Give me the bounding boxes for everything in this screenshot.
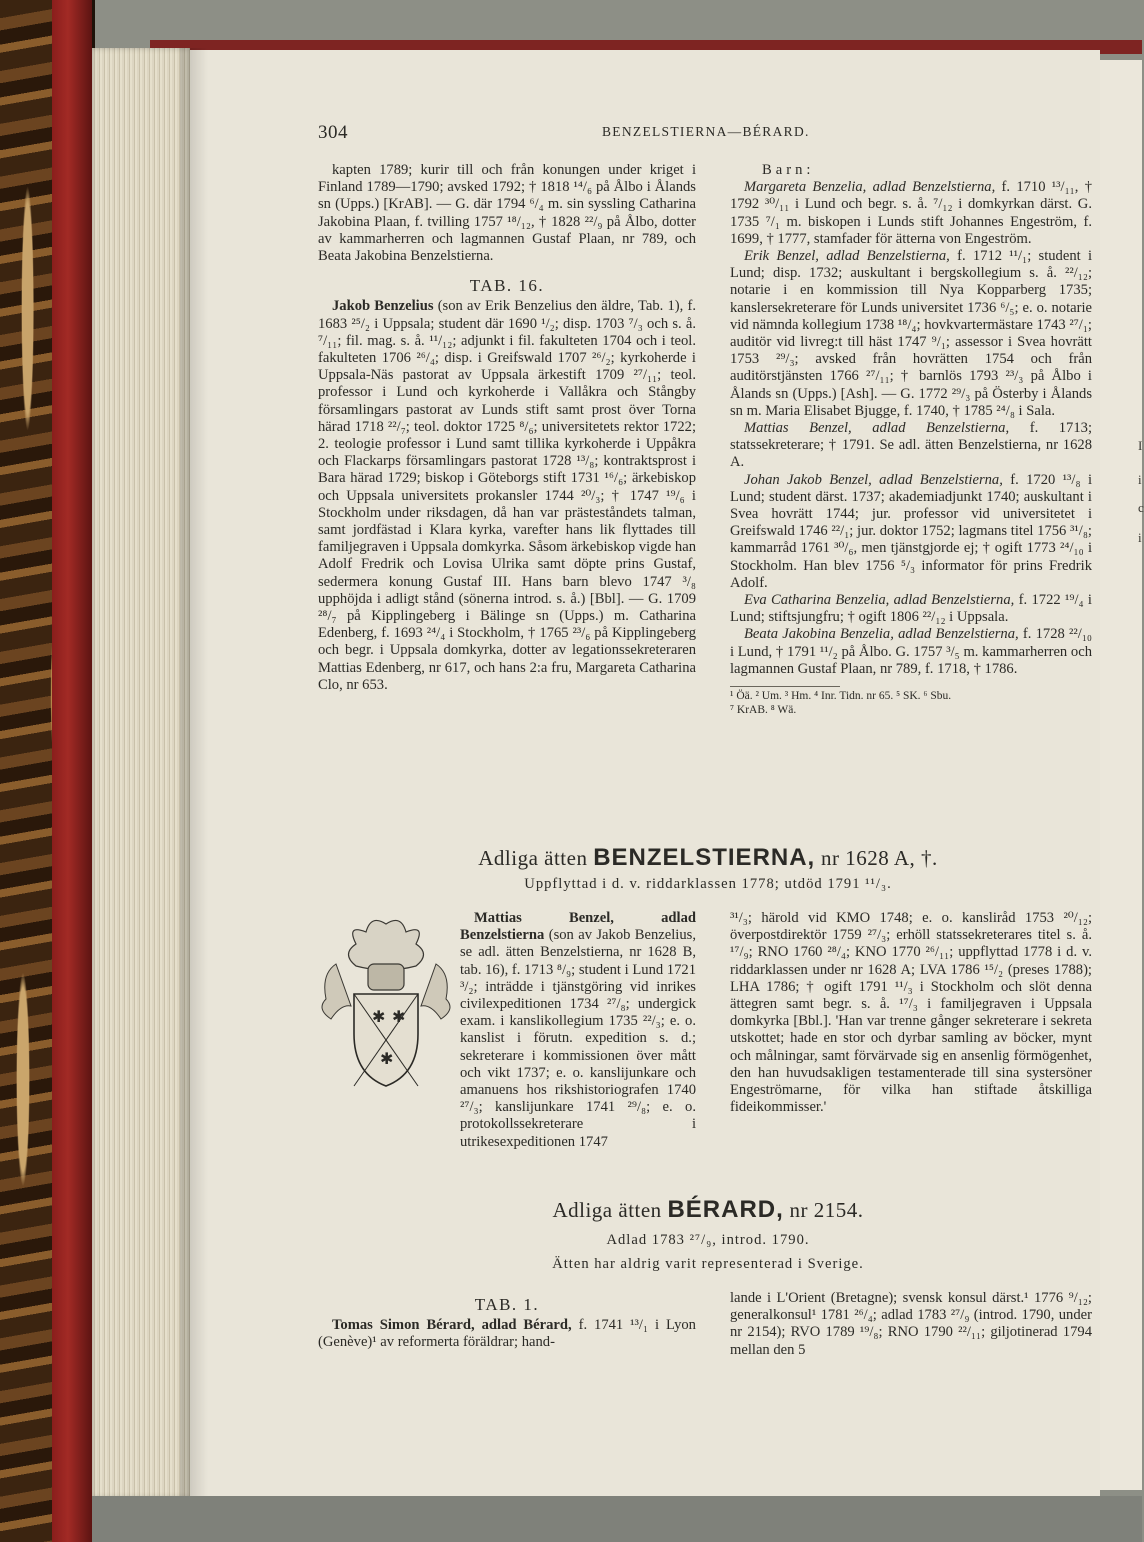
intro-paragraph: kapten 1789; kurir till och från konungen under kriget i Finland 1789—1790; avsked 1792; † 1818 ¹⁴/₆ på Ålbo i Ålands sn (Upps.) [KrAB]. — G. där 1794 ⁶/₄ m. sin syssling Catharina Jakobina Plaan, f. tvilling 1757 ¹⁸/₁₂, † 1828 ²²/₉ på Ålbo, dotter av kammarherren och lagmannen Gustaf Plaan, nr 789, och Beata Jakobina Benzelstierna.	[318, 162, 696, 265]
margin-letter: c	[1138, 500, 1144, 515]
berard-continued: lande i L'Orient (Bretagne); svensk konsul därst.¹ 1776 ⁹/₁₂; generalkonsul¹ 1781 ²⁶/₄; adlad 1783 ²⁷/₉ (introd. 1790, under nr 2154); RVO 1789 ¹⁹/₈; RNO 1790 ²²/₁₁; giljotinerad 1794 mellan den 5	[730, 1290, 1092, 1358]
title-prefix: Adliga ätten	[478, 846, 588, 870]
berard-right	[730, 1290, 1092, 1359]
footnote-line: ⁷ KrAB. ⁸ Wä.	[730, 704, 797, 717]
svg-text:✱: ✱	[392, 1009, 406, 1026]
child-entry	[730, 248, 1092, 420]
child-text: f. 1728 ²²/₁₀ i Lund, † 1791 ¹¹/₂ på Ålbo. G. 1757 ³/₅ m. kammarherren och lagmannen Gustaf Plaan, nr 789, f. 1718, † 1786.	[730, 626, 1093, 677]
margin-letter: i	[1138, 530, 1142, 545]
margin-letter: I	[1138, 438, 1143, 453]
title-prefix: Adliga ätten	[552, 1198, 662, 1222]
entry-paragraph	[318, 298, 696, 694]
section-subtitle: Uppflyttad i d. v. riddarklassen 1778; utdöd 1791 ¹¹/₃.	[524, 876, 892, 892]
bottom-edge	[92, 1496, 1142, 1542]
svg-text:✱: ✱	[372, 1009, 386, 1026]
child-name: Erik Benzel, adlad Benzelstierna,	[744, 248, 950, 265]
right-column	[730, 162, 1092, 717]
spine-shadow	[180, 48, 208, 1498]
child-text: f. 1712 ¹¹/₁; student i Lund; disp. 1732; auskultant i bergskollegium s. å. ²²/₁₂; notarie i en kommission till Nya Kopparberg 1735; kanslersekreterare för Lunds universitet 1736 ⁶/₅; e. o. notarie vid nämnda kollegium 1738 ¹⁸/₄; hovkvartermästare 1743 ²⁷/₁; auditör vid livreg:t till häst 1747 ⁹/₁; assessor i Svea hovrätt 1753 ²⁹/₃; avsked från hovrätten 1754 och från auditörstjänsten 1766 ²⁷/₁₁; † barnlös 1793 ²³/₃ på Ålbo i Ålands sn (Upps.) [Ash]. — G. 1772 ²⁹/₃ på Österby i Ålands sn m. Maria Elisabet Bjugge, f. 1740, † 1785 ²⁴/₈ i Sala.	[730, 248, 1092, 419]
section-title	[318, 844, 1098, 872]
running-title: BENZELSTIERNA—BÉRARD.	[602, 124, 810, 139]
page-block-edge	[92, 48, 190, 1498]
children-heading: Barn:	[762, 162, 815, 178]
section-subtitle: Ätten har aldrig varit representerad i Sverige.	[552, 1256, 864, 1272]
mattias-column-right	[730, 910, 1092, 1116]
left-column	[318, 162, 696, 694]
entry-name: Jakob Benzelius	[332, 298, 434, 315]
page-number: 304	[318, 122, 348, 143]
footnote-line: ¹ Öä. ² Um. ³ Hm. ⁴ Inr. Tidn. nr 65. ⁵ SK. ⁶ Sbu.	[730, 690, 952, 703]
facing-page-edge	[1100, 60, 1142, 1490]
child-name: Eva Catharina Benzelia, adlad Benzelstierna,	[744, 592, 1015, 609]
section-subtitle: Adlad 1783 ²⁷/₉, introd. 1790.	[606, 1232, 810, 1248]
entry-text: (son av Erik Benzelius den äldre, Tab. 1), f. 1683 ²⁵/₂ i Uppsala; student där 1690 ¹/₂; disp. 1703 ⁷/₃ och s. å. ⁷/₁₁; fil. mag. s. å. ¹¹/₁₂; adjunkt i fil. fakulteten 1704 och i teol. fakulteten 1706 ²⁶/₄; disp. i Greifswald 1707 ²⁶/₂; kyrkoherde i Uppsala-Näs pastorat av Uppsala ärkestift 1709 ²⁷/₁₁; teol. professor i Lund och kyrkoherde i Vallåkra och Stångby församlingars pastorat av Lunds stift samt prost över Torna härad 1718 ²²/₇; teol. doktor 1725 ⁸/₆; universitetets rektor 1722; 2. teologie professor i Lund samt tillika kyrkoherde i Uppåkra och Flackarps församlingars pastorat 1728 ¹³/₈; kontraktsprost i Bara härad 1729; biskop i Göteborgs stift 1731 ¹⁶/₆; ärkebiskop och Uppsala universitets prokansler 1744 ²⁰/₃; † 1747 ¹⁹/₆ i Stockholm under riksdagen, då han var prästeståndets talman, samt jordfästad i Klara kyrka, varefter hans lik flyttades till familjegraven i Uppsala domkyrka. Såsom ärkebiskop vigde han Adolf Fredrik och Lovisa Ulrika samt döpte prins Gustaf, sedermera konung Gustaf III. Hans barn blevo 1747 ³/₈ upphöjda i adligt stånd (sönerna introd. s. å.) [Bbl]. — G. 1709 ²⁸/₇ på Kipplingeberg i Bälinge sn (Upps.) m. Catharina Edenberg, f. 1693 ²⁴/₄ i Stockholm, † 1765 ²³/₆ på Kipplingeberg och begr. i Uppsala domkyrka, dotter av legationssekreteraren Mattias Edenberg, nr 617, och hans 2:a fru, Margareta Catharina Clo, nr 653.	[318, 298, 696, 693]
mattias-column-top	[460, 910, 696, 1151]
family-name: BÉRARD,	[667, 1196, 784, 1223]
child-text: f. 1720 ¹³/₈ i Lund; student därst. 1737; akademiadjunkt 1740; auskultant i Svea hovrätt 1744; jur. professor vid universitetet i Greifswald 1746 ²²/₁; jur. doktor 1752; lagmans titel 1756 ³¹/₈; kammarråd 1761 ³⁰/₆, men tjänstgjorde ej; † ogift 1773 ²⁴/₁₀ i Stockholm. Han blev 1756 ⁵/₃ informator för prins Fredrik Adolf.	[730, 471, 1093, 591]
title-suffix: nr 1628 A, †.	[820, 846, 938, 870]
mattias-continued: ³¹/₃; härold vid KMO 1748; e. o. kansliråd 1753 ²⁰/₁₂; överpostdirektör 1759 ²⁷/₃; erhöll statssekreterares titel s. å. ¹⁷/₉; RNO 1760 ²⁸/₄; KNO 1770 ²⁶/₁₁; uppflyttad 1778 i d. v. riddarklassen under nr 1628 A; LVA 1786 ¹⁵/₂ (preses 1788); LHA 1786; † ogift 1791 ¹¹/₃ i Stockholm och slöt denna ättegren samt begr. s. å. ¹⁷/₃ i familjegraven i Uppsala domkyrka [Bbl.]. 'Han var trenne gånger sekreterare i sekreta utskottet; hade en stor och dyrbar samling av böcker, mynt och målningar, samt förvärvade sig en ansenlig förmögenhet, den han huvudsakligen testamenterade till sina systersöner Engeströmarne, för vilka han stiftade åtskilliga fideikommisser.'	[730, 910, 1092, 1116]
berard-text: f. 1741 ¹³/₁ i Lyon (Genève)¹ av reformerta föräldrar; hand-	[318, 1317, 696, 1351]
mattias-entry	[460, 910, 696, 1151]
child-entry	[730, 472, 1092, 592]
tab-heading: TAB. 16.	[469, 276, 545, 296]
child-name: Mattias Benzel, adlad Benzelstierna,	[744, 420, 1010, 437]
margin-letter: i	[1138, 472, 1142, 487]
child-text: f. 1713; statssekreterare; † 1791. Se adl. ätten Benzelstierna, nr 1628 A.	[730, 420, 1093, 471]
child-entry	[730, 626, 1092, 678]
running-head	[318, 122, 1098, 144]
child-name: Beata Jakobina Benzelia, adlad Benzelstierna,	[744, 626, 1019, 643]
child-text: f. 1710 ¹³/₁₁, † 1792 ³⁰/₁₁ i Lund och begr. s. å. ⁷/₁₂ i domkyrkan därst. G. 1735 ⁷/₁ m. biskopen i Lunds stift Johannes Engeström, f. 1699, † 1777, stamfader för ätterna von Engeström.	[730, 179, 1093, 247]
mattias-text: (son av Jakob Benzelius, se adl. ätten Benzelstierna, nr 1628 B, tab. 16), f. 1713 ⁸/₉; student i Lund 1721 ³/₂; inträdde i tjänstgöring vid inrikes civilexpeditionen 1734 ²⁷/₈; undergick exam. i kanslikollegium 1735 ²²/₃; e. o. kanslist i förutn. expedition s. d.; sekreterare i kommissionen över mått och vikt 1737; e. o. kanslijunkare och amanuens hos rikshistoriografen 1740 ²⁷/₃; kanslijunkare 1741 ²⁹/₈; e. o. protokollssekreterare i utrikesexpeditionen 1747	[460, 927, 696, 1150]
tab-heading: TAB. 1.	[474, 1295, 540, 1314]
child-name: Margareta Benzelia, adlad Benzelstierna,	[744, 179, 996, 196]
child-text: f. 1722 ¹⁹/₄ i Lund; stiftsjungfru; † ogift 1806 ²²/₁₂ i Uppsala.	[730, 592, 1092, 626]
berard-left	[318, 1290, 696, 1352]
title-suffix: nr 2154.	[789, 1198, 864, 1222]
berard-entry	[318, 1317, 696, 1351]
cover-edge	[52, 0, 92, 1542]
section-title	[318, 1196, 1098, 1224]
berard-name: Tomas Simon Bérard, adlad Bérard,	[332, 1317, 572, 1334]
child-name: Johan Jakob Benzel, adlad Benzelstierna,	[744, 471, 1003, 488]
child-entry	[730, 592, 1092, 626]
family-name: BENZELSTIERNA,	[593, 844, 816, 871]
child-entry	[730, 420, 1092, 472]
mattias-name: Mattias Benzel, adlad Benzelstierna	[460, 910, 696, 944]
coat-of-arms-image	[316, 914, 456, 1092]
svg-text:✱: ✱	[380, 1051, 394, 1068]
child-entry	[730, 179, 1092, 248]
